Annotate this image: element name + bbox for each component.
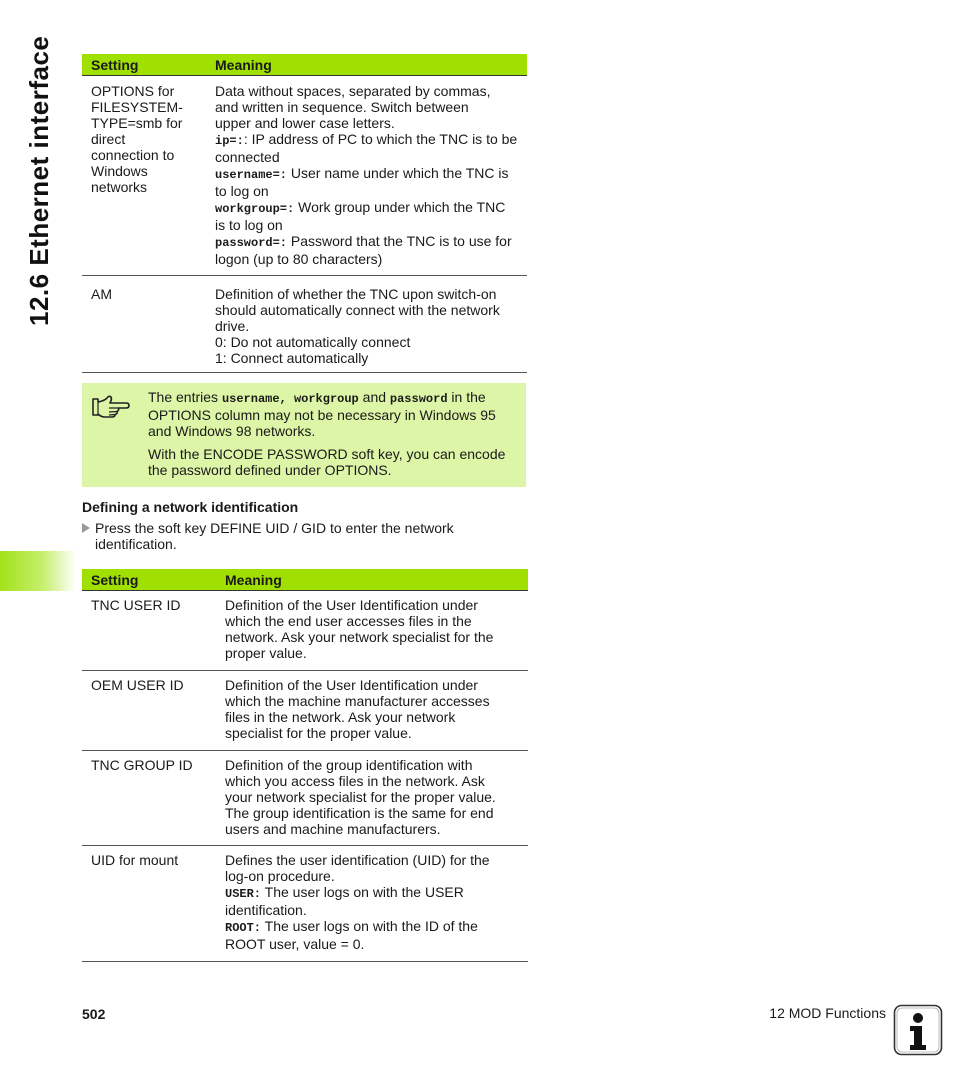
option-text-cont: identification. [225, 902, 307, 918]
option-text: The user logs on with the USER [261, 884, 464, 900]
page-number: 502 [82, 1006, 106, 1022]
column-header-meaning: Meaning [216, 569, 528, 591]
meaning-line: Definition of the User Identification under [225, 677, 478, 693]
note-code: password [389, 392, 448, 406]
meaning-line: users and machine manufacturers. [225, 821, 441, 837]
option-text: Password that the TNC is to use for [287, 233, 512, 249]
setting-line: connection to [91, 147, 175, 163]
meaning-cell [206, 76, 527, 276]
option-code: username=: [215, 168, 288, 182]
meaning-line: 0: Do not automatically connect [215, 334, 411, 350]
setting-line: FILESYSTEM- [91, 99, 183, 115]
meaning-cell [206, 276, 527, 373]
meaning-cell [216, 671, 528, 751]
option-text-cont: is to log on [215, 217, 283, 233]
table-row [82, 591, 528, 671]
meaning-line: your network specialist for the proper value. [225, 789, 496, 805]
meaning-line: Definition of the User Identification under [225, 597, 478, 613]
meaning-line: drive. [215, 318, 250, 334]
option-item [215, 233, 518, 251]
section-heading: Defining a network identification [82, 499, 299, 515]
table-header-row [82, 569, 528, 591]
option-text-cont: ROOT user, value = 0. [225, 936, 365, 952]
info-icon[interactable] [893, 1004, 943, 1056]
note-text: OPTIONS column may not be necessary in Windows 95 [148, 407, 496, 423]
column-header-meaning: Meaning [206, 54, 527, 76]
option-item [215, 131, 518, 149]
meaning-line: log-on procedure. [225, 868, 335, 884]
setting-cell: UID for mount [82, 846, 216, 962]
meaning-line: Data without spaces, separated by commas, [215, 83, 491, 99]
option-text: Work group under which the TNC [294, 199, 506, 215]
table-header-row [82, 54, 527, 76]
table-row [82, 751, 528, 846]
meaning-line: Defines the user identification (UID) for the [225, 852, 490, 868]
option-code: password=: [215, 236, 288, 250]
meaning-line: proper value. [225, 645, 307, 661]
column-header-setting: Setting [82, 54, 206, 76]
meaning-line: specialist for the proper value. [225, 725, 412, 741]
option-code: USER: [225, 887, 262, 901]
setting-line: AM [91, 286, 112, 302]
setting-line: direct [91, 131, 126, 147]
table-row [82, 846, 528, 962]
chapter-name: 12 MOD Functions [769, 1005, 886, 1021]
setting-line: OPTIONS for [91, 83, 175, 99]
meaning-cell [216, 591, 528, 671]
setting-cell [82, 76, 206, 276]
option-text-cont: logon (up to 80 characters) [215, 251, 383, 267]
option-text-cont: to log on [215, 183, 269, 199]
option-item [225, 884, 519, 902]
meaning-line: which the end user accesses files in the [225, 613, 472, 629]
side-title-text: 12.6 Ethernet interface [24, 35, 54, 326]
meaning-line: 1: Connect automatically [215, 350, 369, 366]
step-text-line: Press the soft key DEFINE UID / GID to enter the network [95, 520, 454, 536]
instruction-step [82, 520, 502, 552]
option-code: workgroup=: [215, 202, 295, 216]
table-row [82, 76, 527, 276]
meaning-cell [216, 751, 528, 846]
setting-cell: TNC GROUP ID [82, 751, 216, 846]
option-text: The user logs on with the ID of the [261, 918, 478, 934]
meaning-line: Definition of the group identification with [225, 757, 473, 773]
option-item [225, 918, 519, 936]
setting-cell [82, 276, 206, 373]
meaning-line: should automatically connect with the network [215, 302, 500, 318]
side-chapter-title [24, 35, 64, 326]
note-paragraph-1 [148, 389, 518, 439]
column-header-setting: Setting [82, 569, 216, 591]
setting-line: networks [91, 179, 148, 195]
table-row [82, 276, 527, 373]
option-code: ROOT: [225, 921, 262, 935]
meaning-line: upper and lower case letters. [215, 115, 395, 131]
note-text: and [358, 389, 390, 405]
meaning-line: Definition of whether the TNC upon switch-on [215, 286, 497, 302]
note-text: The entries [148, 389, 222, 405]
option-code: ip=: [215, 134, 244, 148]
meaning-line: which you access files in the network. Ask [225, 773, 485, 789]
step-text-line: identification. [95, 536, 177, 552]
pointing-hand-icon [90, 391, 130, 419]
option-item [215, 199, 518, 217]
chapter-tab-marker [0, 551, 76, 591]
note-code: username, workgroup [221, 392, 359, 406]
meaning-line: which the machine manufacturer accesses [225, 693, 490, 709]
note-text: the password defined under OPTIONS. [148, 462, 392, 478]
meaning-line: The group identification is the same for end [225, 805, 494, 821]
setting-line: Windows [91, 163, 148, 179]
note-paragraph-2 [148, 446, 518, 478]
option-text: : IP address of PC to which the TNC is to be [243, 131, 518, 147]
uid-table [82, 569, 528, 962]
setting-line: TYPE=smb for [91, 115, 183, 131]
meaning-cell [216, 846, 528, 962]
options-table [82, 54, 527, 373]
note-box [82, 383, 526, 487]
setting-cell: TNC USER ID [82, 591, 216, 671]
note-text: With the ENCODE PASSWORD soft key, you can encode [148, 446, 506, 462]
option-item [215, 165, 518, 183]
setting-cell: OEM USER ID [82, 671, 216, 751]
note-text: and Windows 98 networks. [148, 423, 316, 439]
note-text: in the [447, 389, 486, 405]
meaning-line: and written in sequence. Switch between [215, 99, 469, 115]
option-text-cont: connected [215, 149, 280, 165]
table-row [82, 671, 528, 751]
step-arrow-icon [82, 523, 90, 533]
option-text: User name under which the TNC is [287, 165, 509, 181]
meaning-line: network. Ask your network specialist for the [225, 629, 494, 645]
meaning-line: files in the network. Ask your network [225, 709, 456, 725]
